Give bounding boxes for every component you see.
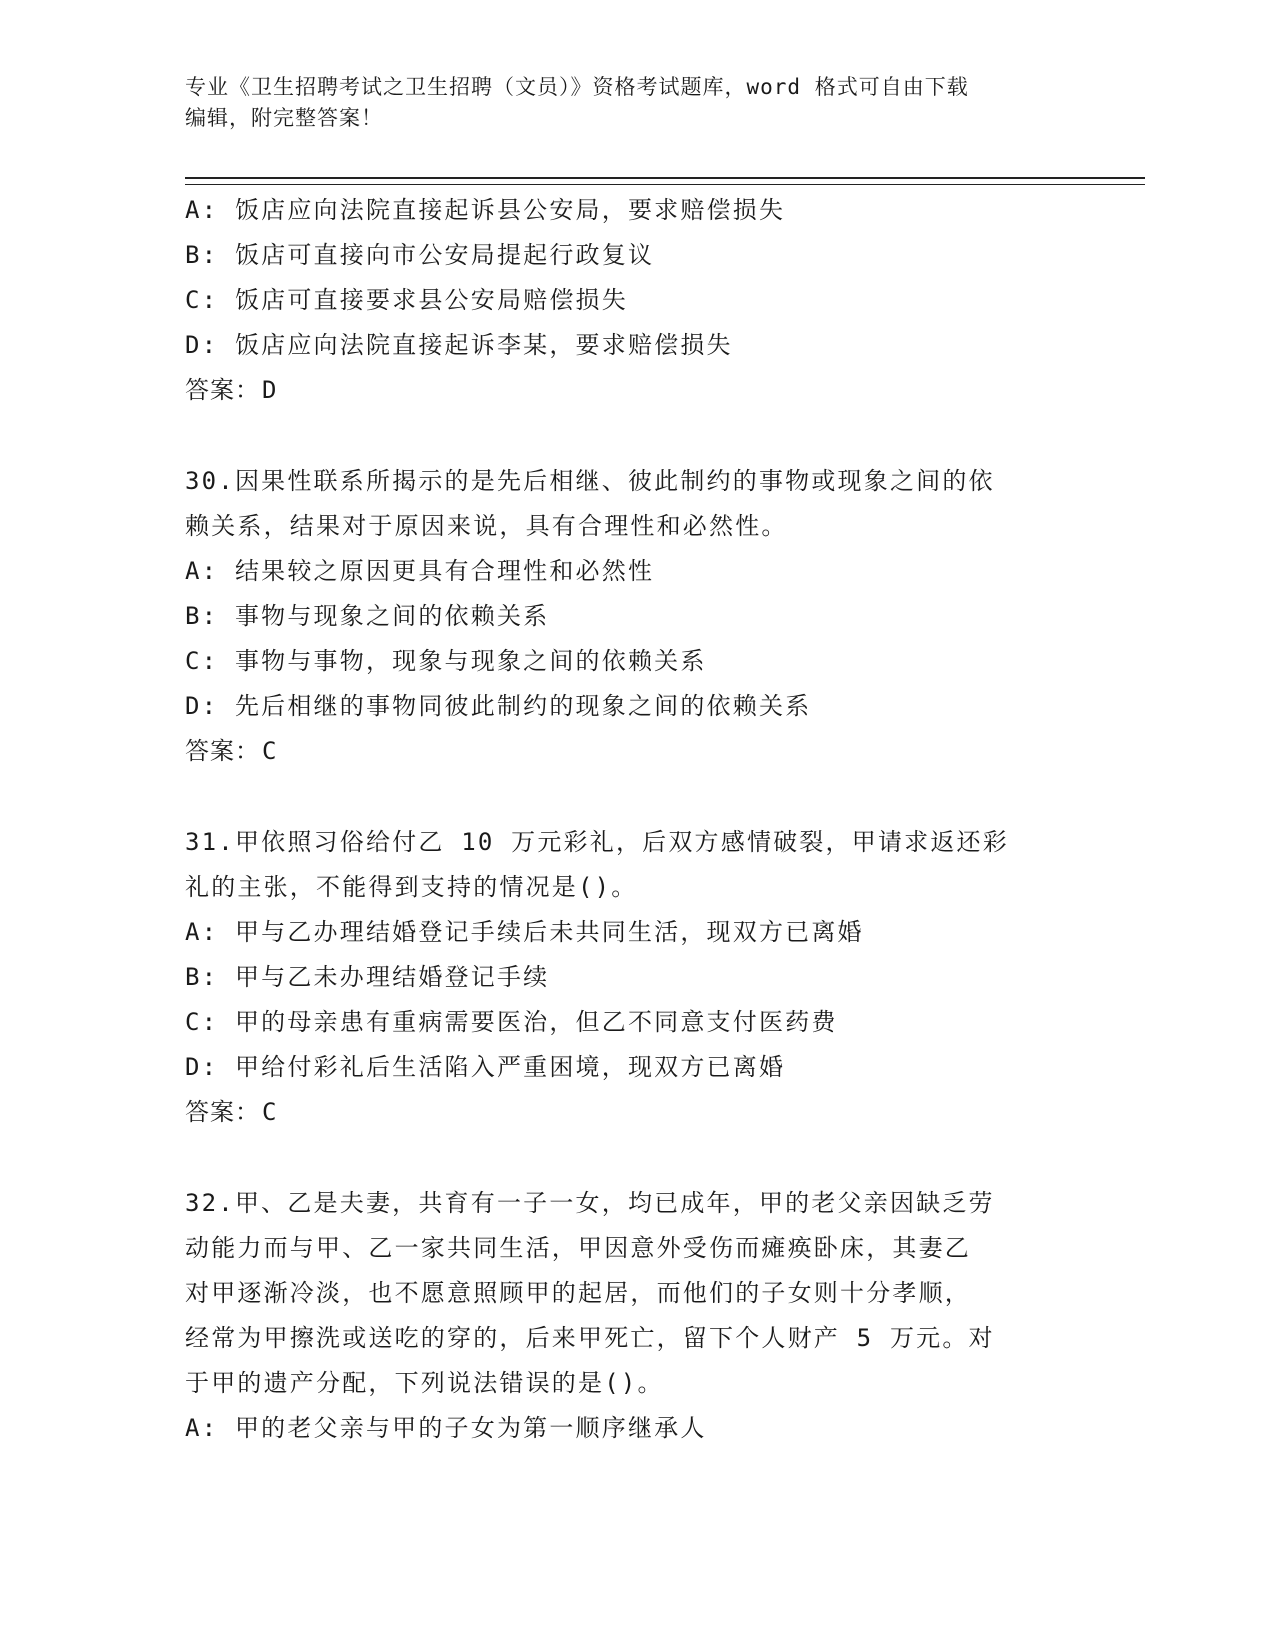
question-30 — [185, 459, 1065, 774]
header-divider — [185, 177, 1145, 185]
option-c: C: 饭店可直接要求县公安局赔偿损失 — [185, 286, 628, 314]
question-stem-line: 礼的主张，不能得到支持的情况是()。 — [185, 873, 638, 901]
question-stem-line: 动能力而与甲、乙一家共同生活，甲因意外受伤而瘫痪卧床，其妻乙 — [185, 1234, 971, 1262]
question-stem-line: 赖关系，结果对于原因来说，具有合理性和必然性。 — [185, 512, 788, 540]
header-line-2: 编辑，附完整答案！ — [185, 106, 383, 130]
option-a: A: 甲与乙办理结婚登记手续后未共同生活，现双方已离婚 — [185, 918, 864, 946]
answer — [185, 1090, 1065, 1135]
answer-label: 答案： — [185, 737, 260, 765]
question-31 — [185, 820, 1065, 1135]
question-stem-line: 30.因果性联系所揭示的是先后相继、彼此制约的事物或现象之间的依 — [185, 467, 995, 495]
option-d: D: 饭店应向法院直接起诉李某，要求赔偿损失 — [185, 331, 733, 359]
question-stem-line: 对甲逐渐冷淡，也不愿意照顾甲的起居，而他们的子女则十分孝顺， — [185, 1279, 971, 1307]
answer-value: D — [262, 376, 278, 404]
answer-label: 答案： — [185, 1098, 260, 1126]
option-b: B: 甲与乙未办理结婚登记手续 — [185, 963, 550, 991]
option-c: C: 甲的母亲患有重病需要医治，但乙不同意支付医药费 — [185, 1008, 838, 1036]
question-stem-line: 经常为甲擦洗或送吃的穿的，后来甲死亡，留下个人财产 5 万元。对 — [185, 1324, 995, 1352]
option-a: A: 甲的老父亲与甲的子女为第一顺序继承人 — [185, 1414, 707, 1442]
answer-value: C — [262, 737, 278, 765]
question-29 — [185, 188, 1065, 413]
option-b: B: 饭店可直接向市公安局提起行政复议 — [185, 241, 655, 269]
answer-label: 答案： — [185, 376, 260, 404]
option-d: D: 甲给付彩礼后生活陷入严重困境，现双方已离婚 — [185, 1053, 786, 1081]
question-stem-line: 31.甲依照习俗给付乙 10 万元彩礼，后双方感情破裂，甲请求返还彩 — [185, 828, 1009, 856]
question-32 — [185, 1181, 1065, 1451]
question-stem-line: 32.甲、乙是夫妻，共育有一子一女，均已成年，甲的老父亲因缺乏劳 — [185, 1189, 995, 1217]
option-b: B: 事物与现象之间的依赖关系 — [185, 602, 550, 630]
page-header — [185, 72, 1065, 134]
document-body — [185, 188, 1065, 1451]
answer-value: C — [262, 1098, 278, 1126]
option-d: D: 先后相继的事物同彼此制约的现象之间的依赖关系 — [185, 692, 812, 720]
question-stem-line: 于甲的遗产分配，下列说法错误的是()。 — [185, 1369, 664, 1397]
answer — [185, 368, 1065, 413]
answer — [185, 729, 1065, 774]
option-a: A: 结果较之原因更具有合理性和必然性 — [185, 557, 655, 585]
option-a: A: 饭店应向法院直接起诉县公安局，要求赔偿损失 — [185, 196, 786, 224]
header-line-1: 专业《卫生招聘考试之卫生招聘（文员）》资格考试题库，word 格式可自由下载 — [185, 75, 969, 99]
option-c: C: 事物与事物，现象与现象之间的依赖关系 — [185, 647, 707, 675]
